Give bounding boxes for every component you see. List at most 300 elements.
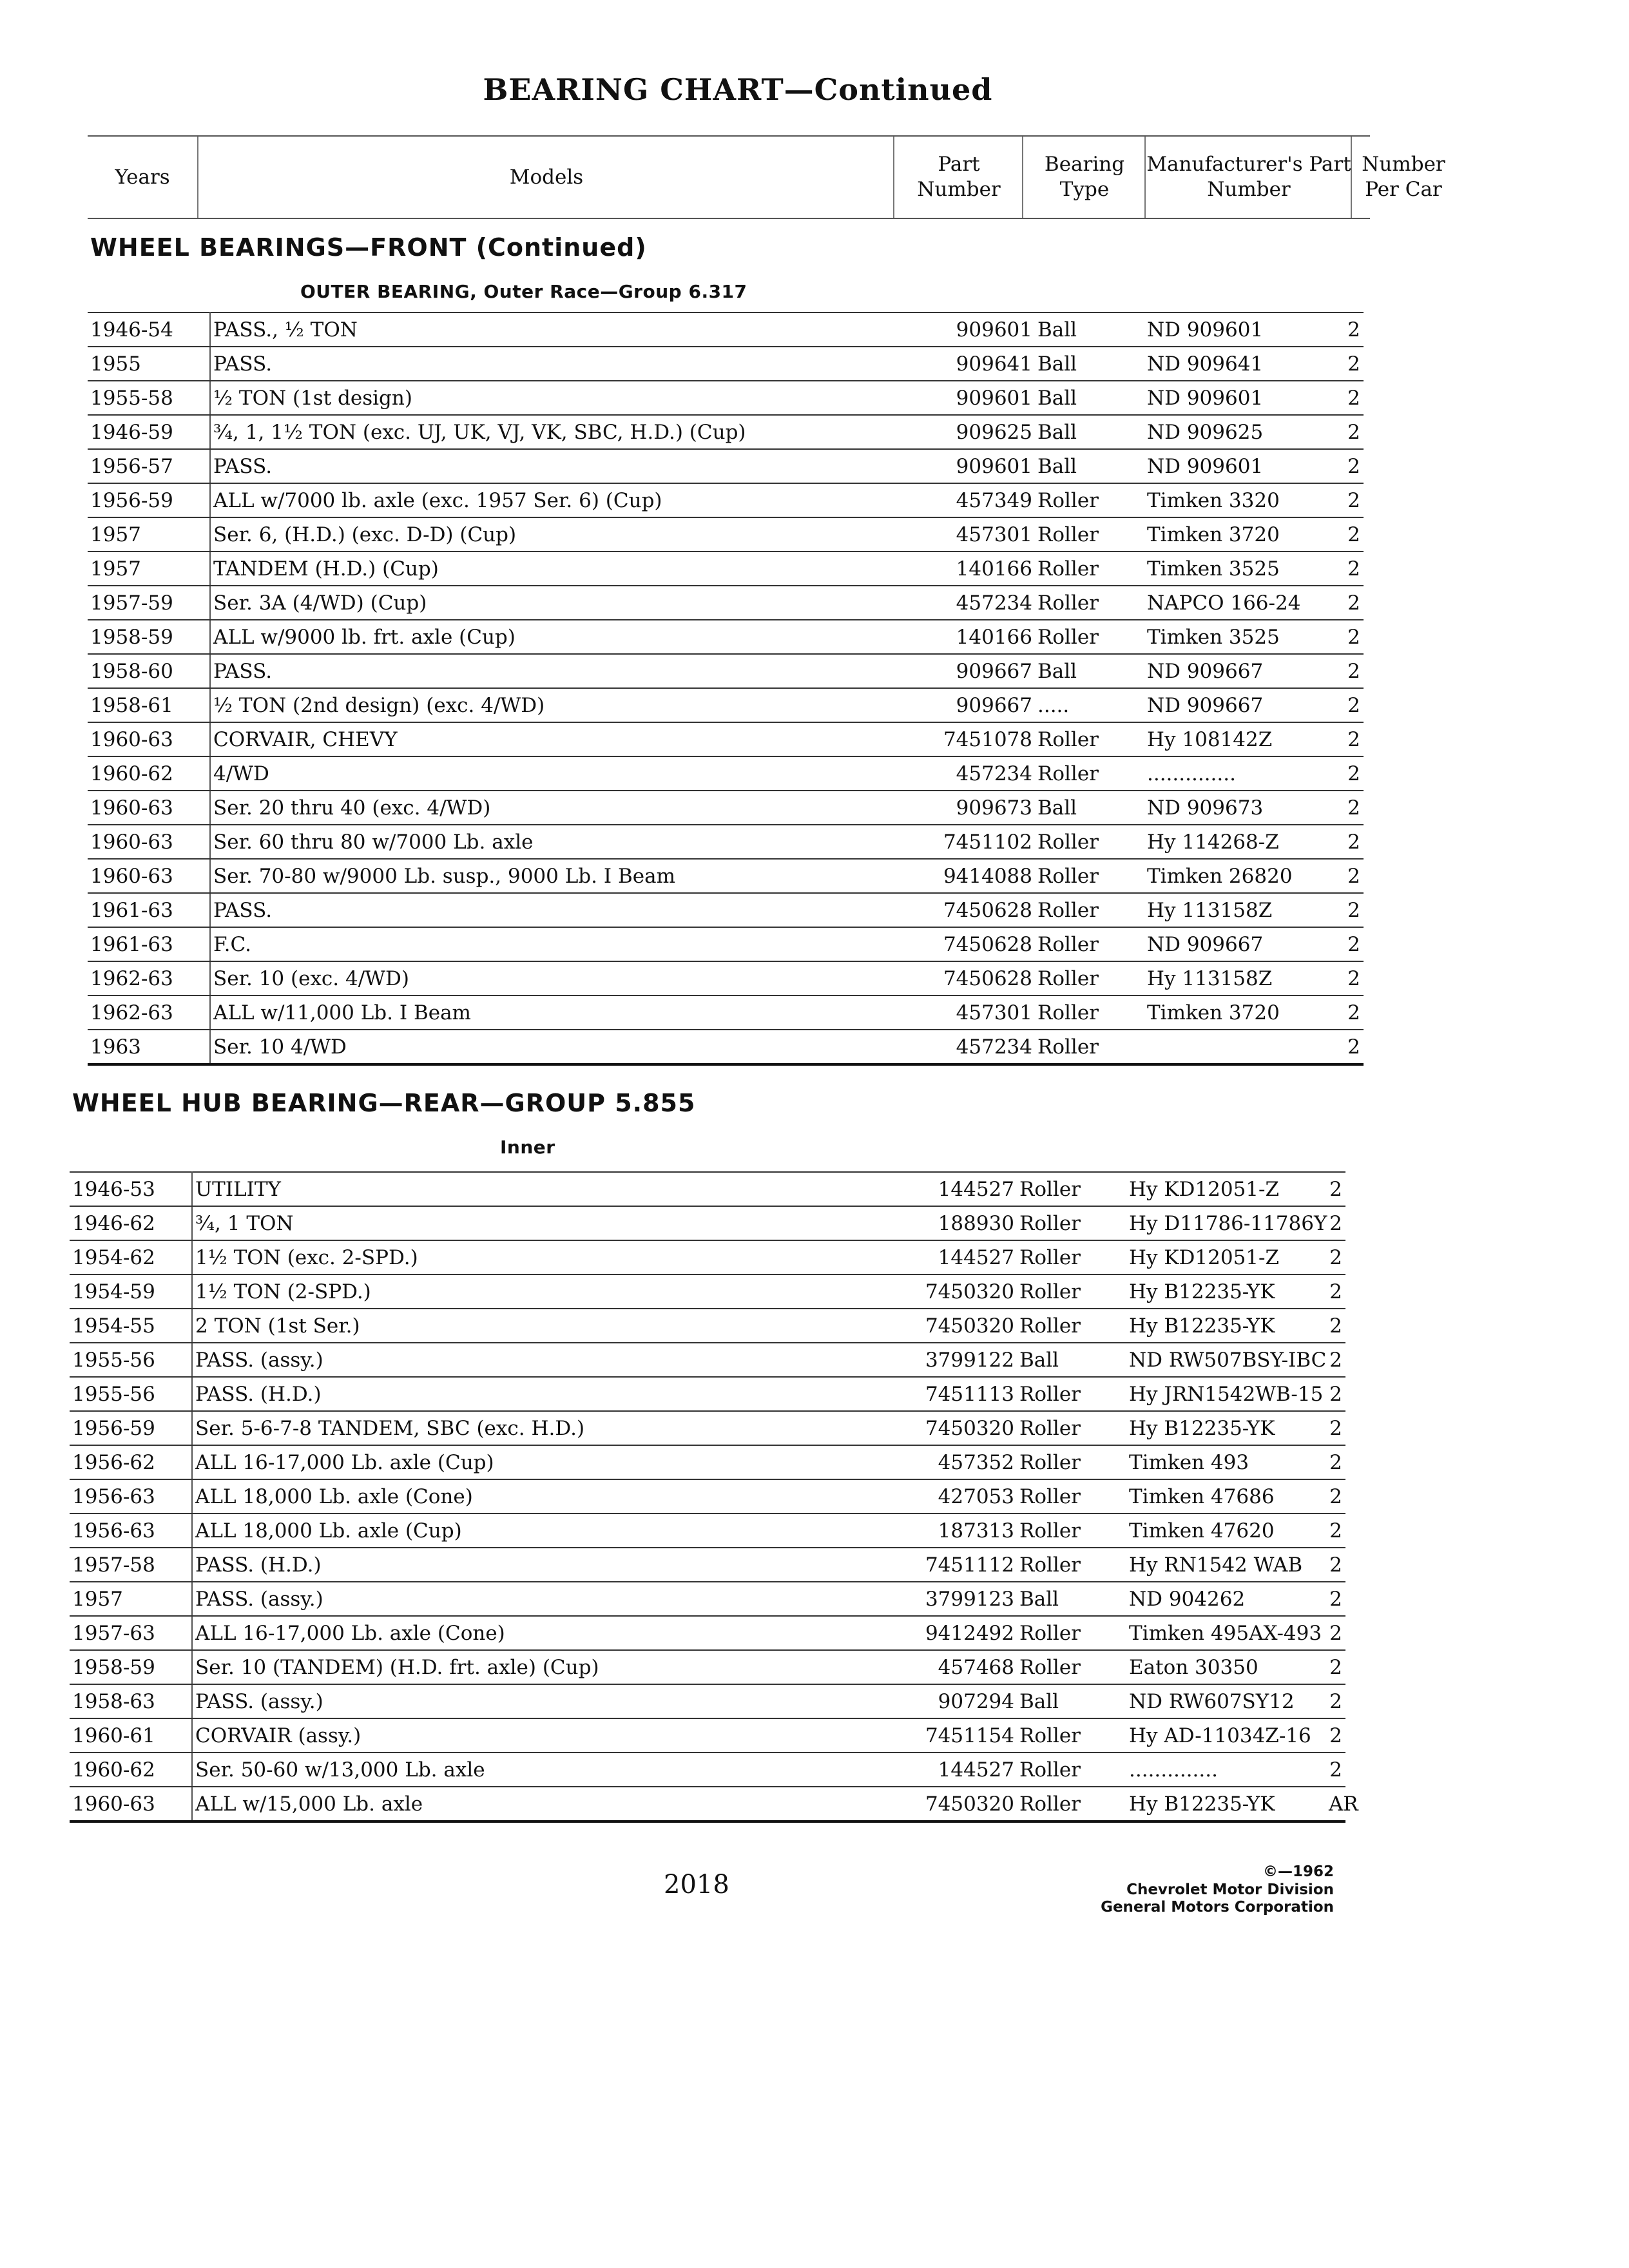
publisher-line-1: Chevrolet Motor Division — [1126, 1881, 1334, 1898]
column-header-row — [88, 135, 1445, 219]
table-row — [70, 1377, 1345, 1411]
row-bearing-type: Ball — [1017, 1582, 1126, 1616]
row-model: ¾, 1 TON — [192, 1206, 888, 1240]
row-part-number: 909601 — [906, 381, 1035, 415]
row-part-number: 187313 — [888, 1514, 1017, 1548]
row-years: 1957 — [88, 517, 210, 552]
row-manufacturer-part-number: Timken 3720 — [1144, 995, 1344, 1030]
row-part-number: 7451113 — [888, 1377, 1017, 1411]
row-number-per-car: 2 — [1344, 791, 1364, 825]
row-part-number: 457301 — [906, 517, 1035, 552]
table-row — [70, 1650, 1345, 1684]
table-row — [88, 449, 1364, 483]
table-row — [88, 312, 1364, 347]
row-bearing-type: Roller — [1035, 483, 1144, 517]
row-number-per-car: 2 — [1344, 312, 1364, 347]
row-bearing-type: Roller — [1035, 927, 1144, 961]
row-part-number: 7451154 — [888, 1718, 1017, 1753]
row-number-per-car: 2 — [1344, 893, 1364, 927]
row-bearing-type: Ball — [1035, 312, 1144, 347]
row-bearing-type: Roller — [1035, 552, 1144, 586]
front-bearing-table — [88, 312, 1364, 1066]
row-manufacturer-part-number: Hy D11786-11786Y — [1126, 1206, 1326, 1240]
row-part-number: 427053 — [888, 1479, 1017, 1514]
row-part-number: 909641 — [906, 347, 1035, 381]
row-years: 1955-58 — [88, 381, 210, 415]
row-model: UTILITY — [192, 1172, 888, 1206]
table-row — [88, 620, 1364, 654]
table-row — [88, 483, 1364, 517]
publisher-line-2: General Motors Corporation — [1101, 1899, 1334, 1916]
row-years: 1960-63 — [88, 859, 210, 893]
row-number-per-car: 2 — [1326, 1650, 1345, 1684]
row-bearing-type: Roller — [1035, 586, 1144, 620]
row-part-number: 7451112 — [888, 1548, 1017, 1582]
row-model: Ser. 5-6-7-8 TANDEM, SBC (exc. H.D.) — [192, 1411, 888, 1445]
row-bearing-type: Ball — [1017, 1343, 1126, 1377]
row-manufacturer-part-number: Hy JRN1542WB-15 — [1126, 1377, 1326, 1411]
column-header-part-number: Part Number — [893, 137, 1023, 218]
column-header-bearing-type: Bearing Type — [1022, 137, 1146, 218]
row-number-per-car: 2 — [1344, 347, 1364, 381]
row-manufacturer-part-number: Hy KD12051-Z — [1126, 1240, 1326, 1274]
row-number-per-car: 2 — [1344, 688, 1364, 722]
row-model: ½ TON (1st design) — [210, 381, 906, 415]
table-row — [70, 1309, 1345, 1343]
table-row — [70, 1787, 1345, 1821]
row-bearing-type: Ball — [1035, 791, 1144, 825]
row-bearing-type: Roller — [1017, 1548, 1126, 1582]
row-years: 1954-62 — [70, 1240, 192, 1274]
row-part-number: 144527 — [888, 1240, 1017, 1274]
row-bearing-type: Ball — [1035, 381, 1144, 415]
row-model: Ser. 10 (TANDEM) (H.D. frt. axle) (Cup) — [192, 1650, 888, 1684]
row-manufacturer-part-number: Hy B12235-YK — [1126, 1787, 1326, 1821]
row-number-per-car: 2 — [1344, 961, 1364, 995]
row-model: 2 TON (1st Ser.) — [192, 1309, 888, 1343]
row-part-number: 909667 — [906, 654, 1035, 688]
row-model: CORVAIR (assy.) — [192, 1718, 888, 1753]
row-model: PASS. — [210, 654, 906, 688]
row-bearing-type: Roller — [1035, 961, 1144, 995]
row-bearing-type: Roller — [1017, 1240, 1126, 1274]
table-row — [88, 347, 1364, 381]
row-manufacturer-part-number: .............. — [1126, 1753, 1326, 1787]
row-number-per-car: 2 — [1326, 1309, 1345, 1343]
row-model: 1½ TON (exc. 2-SPD.) — [192, 1240, 888, 1274]
row-model: Ser. 3A (4/WD) (Cup) — [210, 586, 906, 620]
row-bearing-type: Roller — [1035, 1030, 1144, 1064]
row-bearing-type: Roller — [1017, 1206, 1126, 1240]
table-row — [70, 1753, 1345, 1787]
page-number: 2018 — [664, 1870, 729, 1899]
column-header-number-per-car: Number Per Car — [1351, 137, 1455, 218]
row-years: 1958-59 — [88, 620, 210, 654]
row-manufacturer-part-number: ND 909673 — [1144, 791, 1344, 825]
row-part-number: 7450628 — [906, 927, 1035, 961]
rear-section-subheading: Inner — [500, 1137, 555, 1158]
row-model: PASS. (H.D.) — [192, 1548, 888, 1582]
row-years: 1958-61 — [88, 688, 210, 722]
row-number-per-car: 2 — [1344, 1030, 1364, 1064]
row-bearing-type: Roller — [1017, 1411, 1126, 1445]
row-model: ALL 16-17,000 Lb. axle (Cup) — [192, 1445, 888, 1479]
row-bearing-type: Ball — [1035, 347, 1144, 381]
table-row — [70, 1274, 1345, 1309]
row-manufacturer-part-number: Hy B12235-YK — [1126, 1411, 1326, 1445]
row-bearing-type: Roller — [1035, 859, 1144, 893]
table-row — [70, 1343, 1345, 1377]
row-bearing-type: Ball — [1017, 1684, 1126, 1718]
row-manufacturer-part-number: Eaton 30350 — [1126, 1650, 1326, 1684]
row-bearing-type: Roller — [1017, 1274, 1126, 1309]
row-manufacturer-part-number: Timken 3320 — [1144, 483, 1344, 517]
row-manufacturer-part-number: ND 909641 — [1144, 347, 1344, 381]
row-bearing-type: Roller — [1017, 1445, 1126, 1479]
row-manufacturer-part-number: Timken 26820 — [1144, 859, 1344, 893]
row-years: 1957-58 — [70, 1548, 192, 1582]
row-years: 1960-63 — [88, 825, 210, 859]
row-number-per-car: 2 — [1344, 756, 1364, 791]
row-model: 1½ TON (2-SPD.) — [192, 1274, 888, 1309]
row-manufacturer-part-number: NAPCO 166-24 — [1144, 586, 1344, 620]
row-years: 1957-63 — [70, 1616, 192, 1650]
front-section-heading: WHEEL BEARINGS—FRONT (Continued) — [90, 233, 647, 262]
row-part-number: 7450320 — [888, 1411, 1017, 1445]
row-model: ALL w/7000 lb. axle (exc. 1957 Ser. 6) (Cup) — [210, 483, 906, 517]
row-years: 1954-55 — [70, 1309, 192, 1343]
row-part-number: 457234 — [906, 1030, 1035, 1064]
row-part-number: 7450320 — [888, 1274, 1017, 1309]
table-row — [88, 517, 1364, 552]
row-part-number: 7450628 — [906, 893, 1035, 927]
table-row — [88, 586, 1364, 620]
row-years: 1958-60 — [88, 654, 210, 688]
copyright-notice: ©—1962 — [1262, 1863, 1334, 1880]
row-bearing-type: Ball — [1035, 415, 1144, 449]
row-years: 1946-53 — [70, 1172, 192, 1206]
row-part-number: 3799122 — [888, 1343, 1017, 1377]
row-manufacturer-part-number: Timken 47620 — [1126, 1514, 1326, 1548]
row-bearing-type: Ball — [1035, 654, 1144, 688]
row-bearing-type: Roller — [1017, 1616, 1126, 1650]
row-years: 1958-63 — [70, 1684, 192, 1718]
row-number-per-car: 2 — [1326, 1479, 1345, 1514]
row-number-per-car: 2 — [1344, 927, 1364, 961]
table-row — [70, 1206, 1345, 1240]
row-manufacturer-part-number: Hy 114268-Z — [1144, 825, 1344, 859]
table-row — [88, 381, 1364, 415]
row-part-number: 9412492 — [888, 1616, 1017, 1650]
row-model: ½ TON (2nd design) (exc. 4/WD) — [210, 688, 906, 722]
row-model: PASS. — [210, 893, 906, 927]
row-part-number: 909673 — [906, 791, 1035, 825]
table-row — [88, 722, 1364, 756]
row-manufacturer-part-number: ND 904262 — [1126, 1582, 1326, 1616]
column-header-models: Models — [197, 137, 894, 218]
row-model: Ser. 10 4/WD — [210, 1030, 906, 1064]
row-bearing-type: Roller — [1035, 517, 1144, 552]
row-years: 1956-62 — [70, 1445, 192, 1479]
row-bearing-type: Roller — [1017, 1753, 1126, 1787]
row-part-number: 909625 — [906, 415, 1035, 449]
row-years: 1957 — [70, 1582, 192, 1616]
row-model: ¾, 1, 1½ TON (exc. UJ, UK, VJ, VK, SBC, H.D.) (Cup) — [210, 415, 906, 449]
row-manufacturer-part-number: Hy RN1542 WAB — [1126, 1548, 1326, 1582]
row-years: 1955-56 — [70, 1343, 192, 1377]
row-years: 1957 — [88, 552, 210, 586]
row-bearing-type: ..... — [1035, 688, 1144, 722]
row-years: 1955-56 — [70, 1377, 192, 1411]
row-number-per-car: 2 — [1344, 517, 1364, 552]
row-number-per-car: 2 — [1344, 825, 1364, 859]
row-model: 4/WD — [210, 756, 906, 791]
row-bearing-type: Roller — [1017, 1479, 1126, 1514]
row-number-per-car: 2 — [1326, 1684, 1345, 1718]
row-manufacturer-part-number: Hy B12235-YK — [1126, 1309, 1326, 1343]
row-bearing-type: Roller — [1035, 722, 1144, 756]
row-part-number: 7451102 — [906, 825, 1035, 859]
row-years: 1960-61 — [70, 1718, 192, 1753]
row-manufacturer-part-number — [1144, 1030, 1344, 1064]
table-row — [88, 552, 1364, 586]
row-model: Ser. 50-60 w/13,000 Lb. axle — [192, 1753, 888, 1787]
row-part-number: 909601 — [906, 312, 1035, 347]
row-bearing-type: Roller — [1017, 1172, 1126, 1206]
row-model: Ser. 20 thru 40 (exc. 4/WD) — [210, 791, 906, 825]
row-manufacturer-part-number: ND 909625 — [1144, 415, 1344, 449]
table-row — [70, 1240, 1345, 1274]
row-bearing-type: Roller — [1017, 1650, 1126, 1684]
row-years: 1960-62 — [70, 1753, 192, 1787]
row-number-per-car: 2 — [1344, 995, 1364, 1030]
row-years: 1960-63 — [70, 1787, 192, 1821]
row-model: PASS. (assy.) — [192, 1582, 888, 1616]
row-years: 1955 — [88, 347, 210, 381]
row-bearing-type: Roller — [1017, 1514, 1126, 1548]
row-number-per-car: AR — [1326, 1787, 1345, 1821]
row-years: 1956-63 — [70, 1514, 192, 1548]
row-part-number: 457234 — [906, 586, 1035, 620]
row-model: ALL 16-17,000 Lb. axle (Cone) — [192, 1616, 888, 1650]
row-manufacturer-part-number: Hy 108142Z — [1144, 722, 1344, 756]
row-part-number: 144527 — [888, 1753, 1017, 1787]
row-model: ALL 18,000 Lb. axle (Cone) — [192, 1479, 888, 1514]
row-manufacturer-part-number: Hy 113158Z — [1144, 893, 1344, 927]
row-part-number: 7450320 — [888, 1309, 1017, 1343]
table-row — [70, 1514, 1345, 1548]
row-model: PASS. (assy.) — [192, 1343, 888, 1377]
row-number-per-car: 2 — [1344, 483, 1364, 517]
row-model: Ser. 70-80 w/9000 Lb. susp., 9000 Lb. I Beam — [210, 859, 906, 893]
front-bearing-table-body — [88, 312, 1364, 1064]
row-model: PASS. (assy.) — [192, 1684, 888, 1718]
row-part-number: 909667 — [906, 688, 1035, 722]
row-years: 1958-59 — [70, 1650, 192, 1684]
row-manufacturer-part-number: ND RW507BSY-IBC — [1126, 1343, 1326, 1377]
row-model: ALL w/15,000 Lb. axle — [192, 1787, 888, 1821]
row-years: 1960-63 — [88, 722, 210, 756]
table-row — [88, 791, 1364, 825]
row-manufacturer-part-number: ND 909601 — [1144, 449, 1344, 483]
row-manufacturer-part-number: Timken 3720 — [1144, 517, 1344, 552]
row-part-number: 457234 — [906, 756, 1035, 791]
row-years: 1954-59 — [70, 1274, 192, 1309]
row-bearing-type: Roller — [1017, 1787, 1126, 1821]
row-manufacturer-part-number: ND 909667 — [1144, 927, 1344, 961]
row-part-number: 9414088 — [906, 859, 1035, 893]
table-row — [70, 1718, 1345, 1753]
front-section-subheading: OUTER BEARING, Outer Race—Group 6.317 — [300, 281, 747, 302]
row-model: PASS. (H.D.) — [192, 1377, 888, 1411]
table-row — [88, 825, 1364, 859]
row-manufacturer-part-number: Timken 495AX-493 — [1126, 1616, 1326, 1650]
row-part-number: 7451078 — [906, 722, 1035, 756]
row-manufacturer-part-number: Timken 47686 — [1126, 1479, 1326, 1514]
row-number-per-car: 2 — [1326, 1616, 1345, 1650]
column-header-manufacturer-part-number: Manufacturer's Part Number — [1144, 137, 1352, 218]
table-row — [88, 654, 1364, 688]
row-number-per-car: 2 — [1326, 1377, 1345, 1411]
row-part-number: 457468 — [888, 1650, 1017, 1684]
row-manufacturer-part-number: ND RW607SY12 — [1126, 1684, 1326, 1718]
table-row — [70, 1445, 1345, 1479]
row-number-per-car: 2 — [1344, 449, 1364, 483]
table-row — [88, 893, 1364, 927]
row-model: TANDEM (H.D.) (Cup) — [210, 552, 906, 586]
row-manufacturer-part-number: ND 909667 — [1144, 688, 1344, 722]
row-number-per-car: 2 — [1326, 1274, 1345, 1309]
row-years: 1946-59 — [88, 415, 210, 449]
row-years: 1946-62 — [70, 1206, 192, 1240]
row-number-per-car: 2 — [1326, 1206, 1345, 1240]
table-row — [70, 1684, 1345, 1718]
row-manufacturer-part-number: ND 909601 — [1144, 381, 1344, 415]
row-part-number: 457352 — [888, 1445, 1017, 1479]
row-bearing-type: Roller — [1017, 1377, 1126, 1411]
row-model: PASS., ½ TON — [210, 312, 906, 347]
row-model: PASS. — [210, 347, 906, 381]
row-part-number: 909601 — [906, 449, 1035, 483]
row-years: 1956-59 — [88, 483, 210, 517]
row-years: 1957-59 — [88, 586, 210, 620]
row-part-number: 3799123 — [888, 1582, 1017, 1616]
row-number-per-car: 2 — [1344, 381, 1364, 415]
row-model: CORVAIR, CHEVY — [210, 722, 906, 756]
row-number-per-car: 2 — [1326, 1582, 1345, 1616]
row-bearing-type: Roller — [1017, 1718, 1126, 1753]
row-manufacturer-part-number: ND 909601 — [1144, 312, 1344, 347]
table-row — [70, 1582, 1345, 1616]
row-manufacturer-part-number: Timken 493 — [1126, 1445, 1326, 1479]
row-number-per-car: 2 — [1344, 552, 1364, 586]
copyright-block — [1057, 1863, 1334, 1917]
row-number-per-car: 2 — [1326, 1718, 1345, 1753]
row-number-per-car: 2 — [1326, 1445, 1345, 1479]
row-part-number: 907294 — [888, 1684, 1017, 1718]
row-number-per-car: 2 — [1344, 722, 1364, 756]
table-row — [70, 1172, 1345, 1206]
row-number-per-car: 2 — [1326, 1753, 1345, 1787]
table-row — [70, 1479, 1345, 1514]
table-row — [88, 995, 1364, 1030]
table-row — [88, 688, 1364, 722]
row-bearing-type: Roller — [1035, 620, 1144, 654]
row-years: 1960-62 — [88, 756, 210, 791]
row-years: 1962-63 — [88, 995, 210, 1030]
row-number-per-car: 2 — [1344, 859, 1364, 893]
row-years: 1962-63 — [88, 961, 210, 995]
row-model: F.C. — [210, 927, 906, 961]
row-number-per-car: 2 — [1326, 1548, 1345, 1582]
column-header-years: Years — [115, 165, 170, 189]
row-years: 1946-54 — [88, 312, 210, 347]
row-part-number: 144527 — [888, 1172, 1017, 1206]
row-model: ALL w/11,000 Lb. I Beam — [210, 995, 906, 1030]
row-number-per-car: 2 — [1326, 1343, 1345, 1377]
row-bearing-type: Roller — [1035, 995, 1144, 1030]
rear-section-heading: WHEEL HUB BEARING—REAR—GROUP 5.855 — [72, 1089, 696, 1117]
row-bearing-type: Roller — [1035, 825, 1144, 859]
row-model: ALL w/9000 lb. frt. axle (Cup) — [210, 620, 906, 654]
table-row — [88, 756, 1364, 791]
row-number-per-car: 2 — [1344, 654, 1364, 688]
row-part-number: 7450320 — [888, 1787, 1017, 1821]
table-row — [70, 1548, 1345, 1582]
row-part-number: 457349 — [906, 483, 1035, 517]
row-years: 1961-63 — [88, 927, 210, 961]
table-row — [88, 1030, 1364, 1064]
row-bearing-type: Roller — [1035, 756, 1144, 791]
row-number-per-car: 2 — [1326, 1411, 1345, 1445]
row-part-number: 7450628 — [906, 961, 1035, 995]
row-model: Ser. 60 thru 80 w/7000 Lb. axle — [210, 825, 906, 859]
row-years: 1956-59 — [70, 1411, 192, 1445]
row-part-number: 188930 — [888, 1206, 1017, 1240]
row-model: ALL 18,000 Lb. axle (Cup) — [192, 1514, 888, 1548]
row-model: PASS. — [210, 449, 906, 483]
row-years: 1960-63 — [88, 791, 210, 825]
row-bearing-type: Roller — [1017, 1309, 1126, 1343]
row-part-number: 457301 — [906, 995, 1035, 1030]
row-years: 1956-63 — [70, 1479, 192, 1514]
row-number-per-car: 2 — [1326, 1514, 1345, 1548]
row-manufacturer-part-number: ND 909667 — [1144, 654, 1344, 688]
row-number-per-car: 2 — [1326, 1172, 1345, 1206]
table-row — [88, 415, 1364, 449]
row-years: 1956-57 — [88, 449, 210, 483]
row-model: Ser. 10 (exc. 4/WD) — [210, 961, 906, 995]
row-number-per-car: 2 — [1344, 586, 1364, 620]
row-manufacturer-part-number: Timken 3525 — [1144, 620, 1344, 654]
page-title: BEARING CHART—Continued — [483, 72, 993, 107]
table-row — [88, 961, 1364, 995]
row-manufacturer-part-number: Hy AD-11034Z-16 — [1126, 1718, 1326, 1753]
table-row — [70, 1616, 1345, 1650]
rear-bearing-table — [70, 1171, 1358, 1823]
row-part-number: 140166 — [906, 620, 1035, 654]
row-manufacturer-part-number: Hy B12235-YK — [1126, 1274, 1326, 1309]
row-manufacturer-part-number: Hy KD12051-Z — [1126, 1172, 1326, 1206]
row-manufacturer-part-number: Hy 113158Z — [1144, 961, 1344, 995]
row-years: 1963 — [88, 1030, 210, 1064]
row-manufacturer-part-number: .............. — [1144, 756, 1344, 791]
row-manufacturer-part-number: Timken 3525 — [1144, 552, 1344, 586]
row-years: 1961-63 — [88, 893, 210, 927]
rear-bearing-table-body — [70, 1172, 1358, 1821]
table-row — [88, 859, 1364, 893]
row-model: Ser. 6, (H.D.) (exc. D-D) (Cup) — [210, 517, 906, 552]
